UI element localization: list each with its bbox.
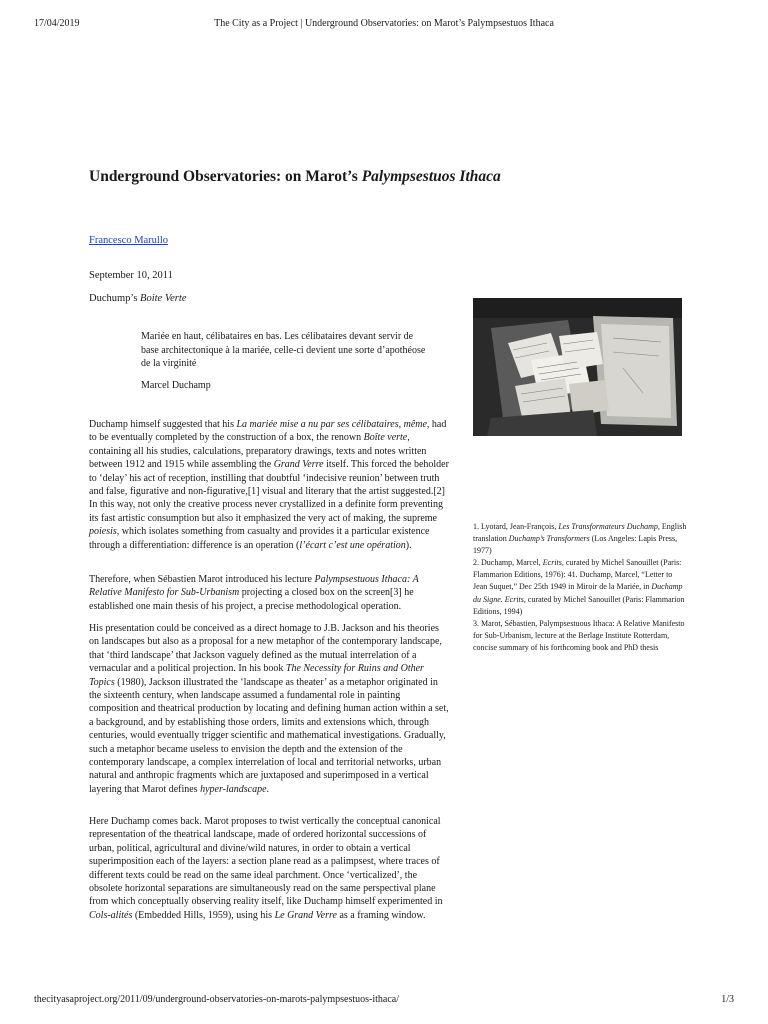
article-title [89,168,689,186]
p3-italic-hyper: hyper-landscape [200,783,267,795]
p1-italic-poiesis: poiesis, [89,526,120,538]
paragraph-1 [89,418,449,552]
fn2-text-c: curated by Michel Sanouillet (Paris: Flammarion Editions, 1976): 41. Duchamp, Marcel, “Letter to Jean Suquet,” Dec 25th 1949 in Miroir de la Mariée, in [473,558,682,592]
boite-verte-photo [473,298,682,436]
p1-text-g: itself. This forced the beholder to ‘delay’ his act of reception, instilling that doubtful ‘indecisive reunion’ between truth and false, figurative and non-figurative,[1] visual and literary that the artist suggested.[2] In this way, not only the creative process never crystallized in a definite form preventing its fast artistic consumption but also it emphasized the very act of making, the supreme [89,459,449,524]
fn2-text-e: curated by Michel Sanouillet (Paris: Flammarion Editions, 1994) [473,594,685,616]
p2-text-c: projecting a closed box on the screen[3] he established one main thesis of his project, a precise methodological operation. [89,587,414,612]
epigraph-quote: Mariée en haut, célibataires en bas. Les célibataires devant servir de base architectonique à la mariée, celle-ci devient une sorte d’apothéose de la virginité [141,331,426,369]
p1-text-e: containing all his studies, calculations, preparatory drawings, texts and notes written between 1912 and 1915 while assembling the [89,445,427,471]
fn1-text-a: 1. Lyotard, Jean-François, [473,522,559,531]
p3-text-e: . [266,783,270,795]
page-url: thecityasaproject.org/2011/09/underground-observatories-on-marots-palympsestuos-ithaca/ [34,994,399,1005]
p1-italic-grand-verre: Grand Verre [273,459,324,471]
section-subheading [89,293,186,304]
paragraph-3 [89,622,449,796]
p2-text-a: Therefore, when Sébastien Marot introduced his lecture [89,574,315,585]
fn1-italic-translation: Duchamp’s Transformers [508,534,590,544]
fn1-text-e: (Los Angeles: Lapis Press, 1977) [473,534,678,556]
p1-text-i: which isolates something from casualty and provides it a particular existence through a differentiation: difference is an operation ( [89,526,430,551]
fn2-text-a: 2. Duchamp, Marcel, [473,558,543,568]
author-link[interactable]: Francesco Marullo [89,235,169,246]
epigraph-author: Marcel Duchamp [141,380,211,391]
p2-italic-lecture: Palympsestuous Ithaca: A Relative Manifesto for Sub-Urbanism [89,574,419,599]
fn2-italic-ecrits: Ecrits, [542,558,564,568]
footnote-1 [473,521,688,557]
footnote-2 [473,557,688,617]
footnotes [473,521,688,654]
post-date: September 10, 2011 [89,270,173,281]
p1-italic-boite: Boîte verte, [363,432,410,444]
p4-italic-cols: Cols-alités [89,909,133,921]
fn2-italic-duchamp-signe: Duchamp du Signe. Ecrits, [473,582,683,604]
print-footer [34,994,734,1008]
paragraph-2 [89,573,449,613]
p4-text-c: (Embedded Hills, 1959), using his [132,909,275,921]
p1-text-c: had to be eventually completed by the construction of a box, the renown [89,419,447,444]
page-number: 1/3 [721,994,734,1005]
fn1-italic-title: Les Transformateurs Duchamp, [558,522,660,531]
fn1-text-c: English translation [473,522,687,544]
p4-text-a: Here Duchamp comes back. Marot proposes to twist vertically the conceptual canonical representation of the theatrical landscape, made of ordered horizontal successions of urban, political, agricultural and divine/wild natures, in order to obtain a vertical superimposition each of the layers: a section plane read as a palimpsest, where traces of different texts could be read on the same ideal parchment. Once ‘verticalized’, the obsolete horizontal separations are simultaneously read on the same perspectival plane from which conceptually observing reality itself, like Duchamp himself experimented in [89,816,443,908]
p3-text-c: (1980), Jackson illustrated the ‘landscape as theater’ as a metaphor originated in the sixteenth century, when landscape assumed a fundamental role in painting composition and theatrical production by locating and defining human action within a set, a background, and by establishing those orders, limits and extensions which, through centuries, would eventually trigger scientific and mathematical investigations. Gradually, such a metaphor became useless to envision the depth and the extension of the contemporary landscape, a complex interrelation of local and territorial networks, urban natural and anthropic fragments which are juxtaposed and superimposed in a vertical layering that Marot defines [89,676,449,795]
p3-italic-book: The Necessity for Ruins and Other Topics [89,663,424,688]
boite-verte-photo-drawing [473,298,682,436]
subheading-italic: Boite Verte [140,293,187,304]
article-title-main: Underground Observatories: on Marot’s [89,168,362,185]
print-date: 17/04/2019 [34,18,80,29]
p1-text-a: Duchamp himself suggested that his [89,419,237,430]
print-header [34,18,734,32]
paragraph-4 [89,815,449,922]
print-doc-title: The City as a Project | Underground Observatories: on Marot’s Palympsestuos Ithaca [214,18,554,29]
p4-text-e: as a framing window. [336,909,426,921]
p1-text-k: ). [405,539,412,551]
subheading-prefix: Duchump’s [89,293,141,304]
p1-italic-title: La mariée mise a nu par ses célibataires, même, [236,419,430,430]
article-title-italic: Palympsestuos Ithaca [361,168,501,185]
p1-italic-ecart: l’écart c’est une opération [299,539,406,551]
p3-text-a: His presentation could be conceived as a direct homage to J.B. Jackson and his theories on landscapes but also as a proposal for a new metaphor of the contemporary landscape, that ‘third landscape’ that Jackson vaguely defined as the mutual interrelation of a vernacular and a political projection. In his book [89,623,442,675]
footnote-3: 3. Marot, Sébastien, Palympsestuous Ithaca: A Relative Manifesto for Sub-Urbanism, lecture at the Berlage Institute Rotterdam, concise summary of his forthcoming book and PhD thesis [473,618,685,652]
p4-italic-verre: Le Grand Verre [274,909,337,921]
